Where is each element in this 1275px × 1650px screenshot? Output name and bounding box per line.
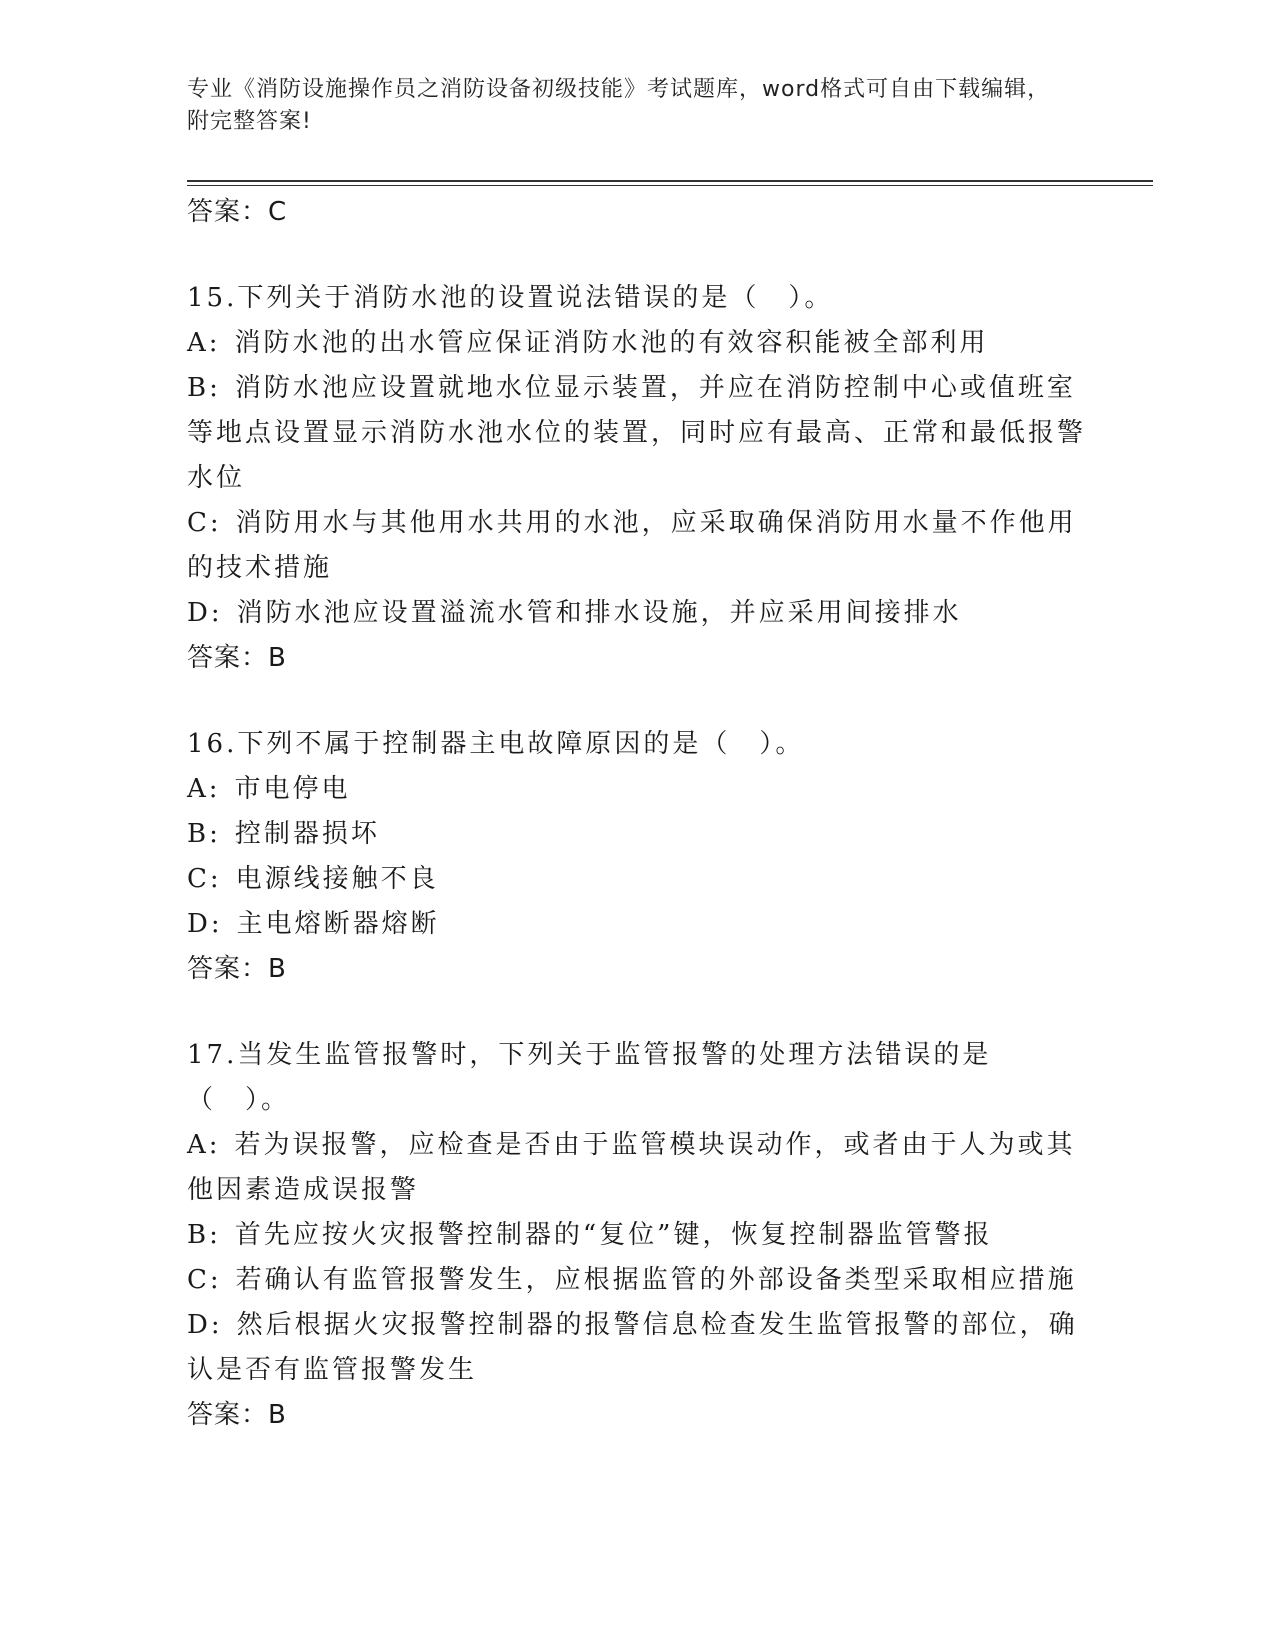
option-letter: B: (187, 1220, 221, 1250)
option-text: 消防水池的出水管应保证消防水池的有效容积能被全部利用 (234, 328, 989, 358)
question-stem: 15.下列关于消防水池的设置说法错误的是（ ）。 (187, 283, 834, 313)
option-text: 主电熔断器熔断 (236, 909, 440, 939)
option-a (187, 1123, 1087, 1213)
question-stem: 16.下列不属于控制器主电故障原因的是（ ）。 (187, 729, 805, 759)
option-letter: B: (187, 373, 221, 403)
option-letter: A: (187, 328, 221, 358)
option-c (187, 501, 1087, 591)
option-text: 若为误报警，应检查是否由于监管模块误动作，或者由于人为或其他因素造成误报警 (187, 1130, 1076, 1205)
option-text: 然后根据火灾报警控制器的报警信息检查发生监管报警的部位，确认是否有监管报警发生 (187, 1310, 1078, 1385)
previous-answer: 答案：C (187, 197, 288, 227)
question-item (187, 276, 1087, 680)
option-letter: D: (187, 598, 223, 628)
option-letter: B: (187, 819, 221, 849)
option-c (187, 857, 1087, 902)
answer-line: 答案：B (187, 1400, 287, 1430)
option-letter: D: (187, 1310, 223, 1340)
option-d (187, 1303, 1087, 1393)
option-letter: C: (187, 1265, 222, 1295)
option-text: 电源线接触不良 (235, 864, 439, 894)
option-text: 消防水池应设置就地水位显示装置，并应在消防控制中心或值班室等地点设置显示消防水池水位的装置，同时应有最高、正常和最低报警水位 (187, 373, 1087, 493)
option-letter: D: (187, 909, 223, 939)
option-text: 控制器损坏 (234, 819, 380, 849)
option-d (187, 902, 1087, 947)
option-b (187, 1213, 1087, 1258)
question-content (187, 190, 1087, 1437)
header-divider-thick (187, 180, 1153, 182)
answer-line: 答案：B (187, 643, 287, 673)
question-item (187, 722, 1087, 991)
option-d (187, 591, 1087, 636)
option-a (187, 767, 1087, 812)
option-letter: A: (187, 1130, 221, 1160)
option-text: 消防水池应设置溢流水管和排水设施，并应采用间接排水 (236, 598, 962, 628)
option-text: 若确认有监管报警发生，应根据监管的外部设备类型采取相应措施 (235, 1265, 1077, 1295)
option-letter: C: (187, 508, 222, 538)
option-text: 首先应按火灾报警控制器的“复位”键，恢复控制器监管警报 (234, 1220, 993, 1250)
question-item (187, 1033, 1087, 1437)
option-c (187, 1258, 1087, 1303)
option-b (187, 812, 1087, 857)
option-b (187, 366, 1087, 501)
option-a (187, 321, 1087, 366)
option-text: 市电停电 (234, 774, 351, 804)
option-letter: C: (187, 864, 222, 894)
header-divider-thin (187, 185, 1153, 186)
option-letter: A: (187, 774, 221, 804)
answer-line: 答案：B (187, 954, 287, 984)
option-text: 消防用水与其他用水共用的水池，应采取确保消防用水量不作他用的技术措施 (187, 508, 1077, 583)
document-header: 专业《消防设施操作员之消防设备初级技能》考试题库，word格式可自由下载编辑，附完整答案! (187, 77, 1051, 134)
question-stem: 17.当发生监管报警时，下列关于监管报警的处理方法错误的是（ ）。 (187, 1040, 992, 1115)
